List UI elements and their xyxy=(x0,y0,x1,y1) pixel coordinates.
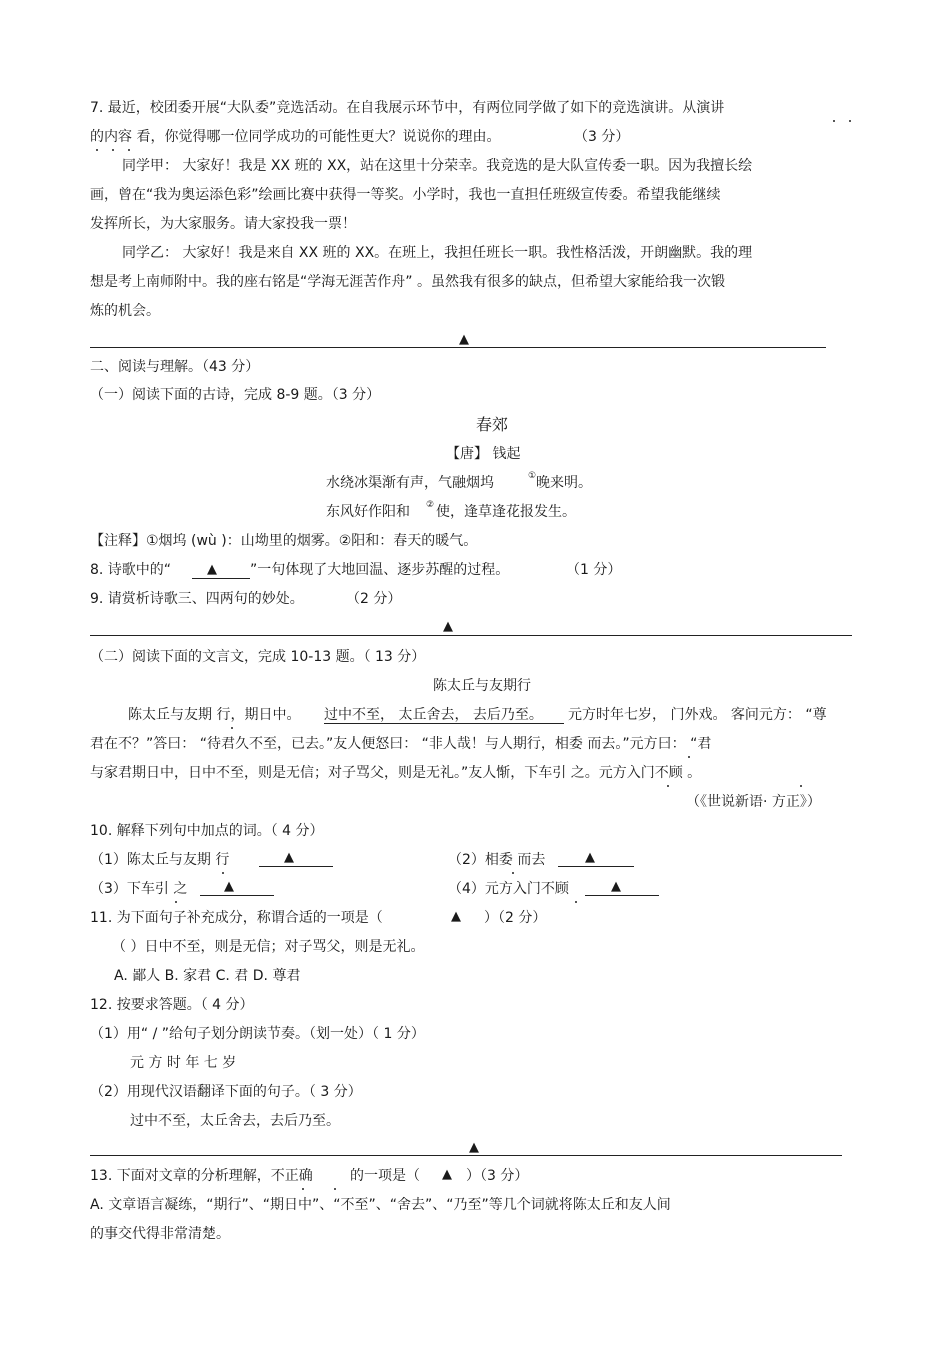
prose-line1b: 过中不至， 太丘舍去， 去后乃至。 xyxy=(324,707,543,723)
q10-item2: （2）相委 而去 xyxy=(448,852,546,868)
prose-title: 陈太丘与友期行 xyxy=(433,678,531,694)
q10-item4: （4）元方入门不顾 xyxy=(448,881,569,897)
q13-end: ）（3 分） xyxy=(466,1168,529,1184)
q11-sentence: （ ）日中不至，则是无信；对子骂父，则是无礼。 xyxy=(112,939,425,955)
answer-blank xyxy=(259,866,333,867)
answer-blank xyxy=(192,578,250,579)
prose-source: （《世说新语· 方正》） xyxy=(686,794,821,810)
q9-text: 9. 请赏析诗歌三、四两句的妙处。 xyxy=(90,591,304,607)
q10-item3: （3）下车引 之 xyxy=(90,881,188,897)
q10-item1: （1）陈太丘与友期 行 xyxy=(90,852,230,868)
q11-end: ）（2 分） xyxy=(484,910,547,926)
answer-line xyxy=(90,635,852,636)
answer-marker: ▲ xyxy=(585,850,595,865)
section2-heading: 二、阅读与理解。（43 分） xyxy=(90,359,260,375)
answer-marker: ▲ xyxy=(611,879,621,894)
poem-line1: 水绕冰渠渐有声，气融烟坞 xyxy=(326,475,494,491)
q12-text: 12. 按要求答题。（ 4 分） xyxy=(90,997,254,1013)
q7-student-a-line1: 同学甲： 大家好！我是 XX 班的 XX，站在这里十分荣幸。我竞选的是大队宣传委一职。因为我擅长绘 xyxy=(122,158,753,174)
answer-marker: ▲ xyxy=(442,1167,452,1182)
answer-marker: ▲ xyxy=(459,332,469,347)
answer-marker: ▲ xyxy=(224,879,234,894)
q7-student-a-line3: 发挥所长，为大家服务。请大家投我一票！ xyxy=(90,216,356,232)
q13-option-a-line2: 的事交代得非常清楚。 xyxy=(90,1226,230,1242)
answer-blank xyxy=(200,895,274,896)
q12-part2-sentence: 过中不至，太丘舍去，去后乃至。 xyxy=(130,1113,340,1129)
emphasis-dot xyxy=(688,756,690,758)
emphasis-dot xyxy=(512,872,514,874)
q7-student-b-line1: 同学乙： 大家好！我是来自 XX 班的 XX。在班上，我担任班长一职。我性格活泼，开朗幽默。我的理 xyxy=(122,245,753,261)
q7-student-b-line3: 炼的机会。 xyxy=(90,303,160,319)
answer-blank xyxy=(558,866,634,867)
q7-line2: 的内容 看，你觉得哪一位同学成功的可能性更大？说说你的理由。 xyxy=(90,129,501,145)
emphasis-dot xyxy=(175,901,177,903)
prose-line2: 君在不？”答曰： “待君久不至，已去。”友人便怒曰： “非人哉！与人期行，相委 而去。”元方曰： “君 xyxy=(90,736,712,752)
note-marker-1: ① xyxy=(528,471,537,481)
q13-middle: 的一项是（ xyxy=(350,1168,420,1184)
q12-part1-sentence: 元 方 时 年 七 岁 xyxy=(130,1055,237,1071)
answer-marker: ▲ xyxy=(443,619,453,634)
emphasis-dot xyxy=(334,1188,336,1190)
poem-line2: 东风好作阳和 xyxy=(326,504,410,520)
q7-student-a-line2: 画，曾在“我为奥运添色彩”绘画比赛中获得一等奖。小学时，我也一直担任班级宣传委。希望我能继续 xyxy=(90,187,721,203)
emphasis-dot xyxy=(800,785,802,787)
q11-options: A. 鄙人 B. 家君 C. 君 D. 尊君 xyxy=(114,968,301,984)
q12-part2: （2）用现代汉语翻译下面的句子。（ 3 分） xyxy=(90,1084,362,1100)
emphasis-dot xyxy=(222,872,224,874)
note-marker-2: ② xyxy=(426,500,435,510)
emphasis-dot xyxy=(575,901,577,903)
emphasis-dot xyxy=(128,149,130,151)
prose-line1c: 元方时年七岁， 门外戏。 客问元方： “尊 xyxy=(568,707,827,723)
q11-start: 11. 为下面句子补充成分，称谓合适的一项是（ xyxy=(90,910,383,926)
poem-line2-end: 使，逢草逢花报发生。 xyxy=(436,504,576,520)
q7-line1: 7. 最近，校团委开展“大队委”竞选活动。在自我展示环节中，有两位同学做了如下的竞选演讲。从演讲 xyxy=(90,100,725,116)
emphasis-dot xyxy=(96,149,98,151)
q13-option-a-line1: A. 文章语言凝练，“期行”、“期日中”、“不至”、“舍去”、“乃至”等几个词就将陈太丘和友人间 xyxy=(90,1197,671,1213)
q7-student-b-line2: 想是考上南师附中。我的座右铭是“学海无涯苦作舟” 。虽然我有很多的缺点，但希望大家能给我一次锻 xyxy=(90,274,725,290)
answer-blank xyxy=(585,895,659,896)
answer-marker: ▲ xyxy=(207,562,217,577)
q13-start: 13. 下面对文章的分析理解，不正确 xyxy=(90,1168,313,1184)
poem-line1-end: 晚来明。 xyxy=(536,475,592,491)
q9-score: （2 分） xyxy=(346,591,402,607)
answer-line xyxy=(90,347,826,348)
part1-instruction: （一）阅读下面的古诗，完成 8-9 题。（3 分） xyxy=(90,387,381,403)
emphasis-dot xyxy=(833,120,835,122)
answer-marker: ▲ xyxy=(469,1140,479,1155)
answer-marker: ▲ xyxy=(284,850,294,865)
q8-start: 8. 诗歌中的“ xyxy=(90,562,172,578)
answer-line xyxy=(90,1155,842,1156)
answer-marker: ▲ xyxy=(451,909,461,924)
poem-author: 【唐】 钱起 xyxy=(446,446,521,462)
poem-title: 春郊 xyxy=(476,415,509,434)
underline xyxy=(324,723,564,724)
q8-end: ”一句体现了大地回温、逐步苏醒的过程。 xyxy=(250,562,510,578)
emphasis-dot xyxy=(112,149,114,151)
emphasis-dot xyxy=(849,120,851,122)
prose-line3: 与家君期日中，日中不至，则是无信；对子骂父，则是无礼。”友人惭，下车引 之。元方入门不顾 。 xyxy=(90,765,702,781)
emphasis-dot xyxy=(302,1188,304,1190)
prose-line1a: 陈太丘与友期 行，期日中。 xyxy=(128,707,301,723)
emphasis-dot xyxy=(231,727,233,729)
q7-score: （3 分） xyxy=(574,129,630,145)
q12-part1: （1）用“ / ”给句子划分朗读节奏。（划一处）（ 1 分） xyxy=(90,1026,425,1042)
q10-text: 10. 解释下列句中加点的词。（ 4 分） xyxy=(90,823,324,839)
part2-instruction: （二）阅读下面的文言文，完成 10-13 题。（ 13 分） xyxy=(90,649,426,665)
poem-annotation: 【注释】①烟坞 (wù )：山坳里的烟雾。②阳和：春天的暖气。 xyxy=(90,533,478,549)
q8-score: （1 分） xyxy=(566,562,622,578)
emphasis-dot xyxy=(667,785,669,787)
